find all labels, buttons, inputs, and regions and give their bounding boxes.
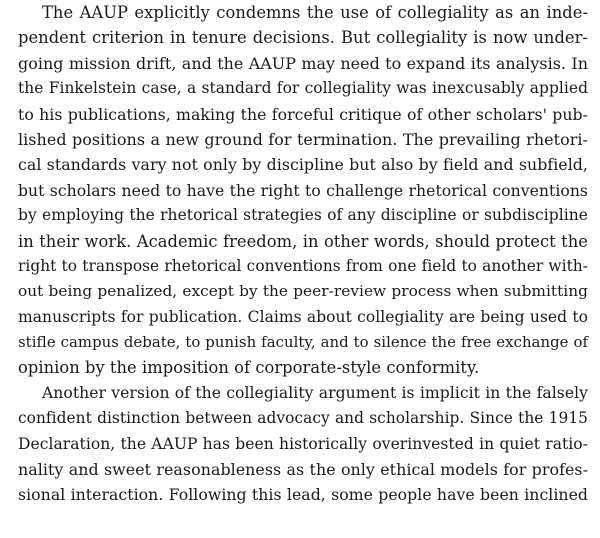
text-line: Declaration, the AAUP has been historically overinvested in quiet ratio- [18,434,588,453]
text-line: right to transpose rhetorical conventions from one field to another with- [18,256,588,275]
text-line: The AAUP explicitly condemns the use of collegiality as an inde- [42,3,588,22]
text-line: but scholars need to have the right to challenge rhetorical conventions [18,180,588,200]
text-line: sional interaction. Following this lead, some people have been inclined [18,485,588,505]
text-line: to his publications, making the forceful critique of other scholars' pub- [18,104,588,124]
text-line: in their work. Academic freedom, in other words, should protect the [18,231,588,251]
text-line: opinion by the imposition of corporate-style conformity. [18,358,480,378]
text-line: pendent criterion in tenure decisions. But collegiality is now under- [18,28,588,48]
text-line: Another version of the collegiality argument is implicit in the falsely [42,383,588,402]
text-line: lished positions a new ground for termination. The prevailing rhetori- [18,129,588,149]
text-line: going mission drift, and the AAUP may need to expand its analysis. In [18,53,588,73]
text-line: nality and sweet reasonableness as the only ethical models for profes- [18,460,588,480]
text-line: manuscripts for publication. Claims about collegiality are being used to [18,307,588,326]
paragraph-1 [18,0,588,381]
text-line: the Finkelstein case, a standard for collegiality was inexcusably applied [18,79,588,98]
text-line: cal standards vary not only by discipline but also by field and subfield, [18,155,588,175]
text-line: stifle campus debate, to punish faculty, and to silence the free exchange of [18,333,588,352]
text-line: out being penalized, except by the peer-review process when submitting [18,282,588,301]
text-line: confident distinction between advocacy and scholarship. Since the 1915 [18,409,588,428]
text-line: by employing the rhetorical strategies of any discipline or subdiscipline [18,206,588,225]
document-page [18,0,588,508]
paragraph-2 [18,381,588,508]
